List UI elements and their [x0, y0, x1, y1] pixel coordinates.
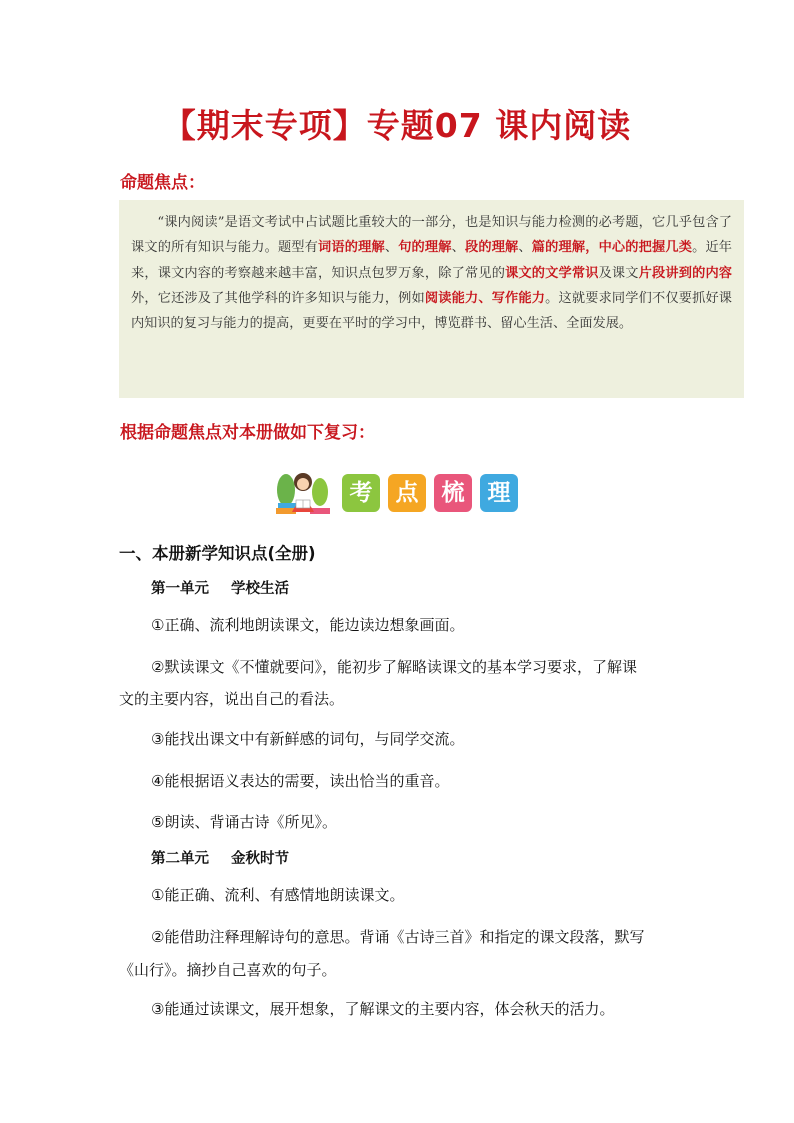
- focus-highlight-6: 片段讲到的内容: [638, 265, 732, 281]
- unit-1-item: ④能根据语义表达的需要，读出恰当的重音。: [151, 772, 450, 790]
- unit-heading-1: [151, 577, 289, 598]
- unit-2-item: ①能正确、流利、有感情地朗读课文。: [151, 886, 405, 904]
- focus-highlight-4: 篇的理解，中心的把握几类: [531, 240, 693, 256]
- focus-text-2: 。近年来，课文内容的考察越来越丰富，知识点包罗万象，除了常见的: [131, 240, 732, 281]
- reading-girl-icon: [270, 468, 336, 520]
- unit-1-item: ①正确、流利地朗读课文，能边读边想象画面。: [151, 616, 465, 634]
- banner-tile-3: 梳: [434, 474, 472, 512]
- focus-text-5: 。这就要求同学们不仅要抓好课内知识的复习与能力的提高，更要在平时的学习中，博览群书、留心生活、全面发展。: [131, 290, 732, 332]
- unit-1-item-continued: 文的主要内容，说出自己的看法。: [119, 690, 345, 708]
- unit-2-name: 第二单元: [151, 851, 209, 867]
- focus-highlight-7: 阅读能力、写作能力: [424, 290, 546, 306]
- unit-2-item: ③能通过读课文，展开想象，了解课文的主要内容，体会秋天的活力。: [151, 1000, 615, 1018]
- banner-tile-4: 理: [480, 474, 518, 512]
- review-label: 根据命题焦点对本册做如下复习：: [120, 423, 375, 443]
- unit-1-item: ③能找出课文中有新鲜感的词句，与同学交流。: [151, 730, 465, 748]
- focus-label: 命题焦点：: [120, 173, 205, 193]
- focus-sep-2: 、: [451, 240, 465, 256]
- unit-1-item: ②默读课文《不懂就要问》，能初步了解略读课文的基本学习要求，了解课: [151, 658, 637, 676]
- focus-box: [119, 200, 744, 398]
- section-heading: 一、本册新学知识点(全册): [119, 544, 316, 563]
- unit-1-name: 第一单元: [151, 581, 209, 597]
- banner-tile-2: 点: [388, 474, 426, 512]
- unit-2-item-continued: 《山行》。摘抄自己喜欢的句子。: [119, 961, 337, 979]
- focus-text-1: “课内阅读”是语文考试中占试题比重较大的一部分，也是知识与能力检测的必考题，它几乎包含了课文的所有知识与能力。题型有: [131, 215, 732, 256]
- unit-2-theme: 金秋时节: [231, 851, 289, 867]
- unit-heading-2: [151, 847, 289, 868]
- unit-2-item: ②能借助注释理解诗句的意思。背诵《古诗三首》和指定的课文段落，默写: [151, 928, 645, 946]
- focus-highlight-3: 段的理解: [464, 240, 519, 256]
- kaodian-shuli-banner: [270, 468, 530, 520]
- focus-highlight-1: 词语的理解: [318, 240, 385, 256]
- unit-1-item: ⑤朗读、背诵古诗《所见》。: [151, 813, 337, 831]
- focus-highlight-5: 课文的文学常识: [505, 265, 599, 281]
- page-title: 【期末专项】专题07 课内阅读: [162, 106, 632, 145]
- focus-text-3: 及课文: [598, 265, 639, 281]
- focus-text-4: 外，它还涉及了其他学科的许多知识与能力，例如: [131, 290, 425, 306]
- focus-sep-3: 、: [518, 240, 532, 256]
- focus-sep-1: 、: [384, 240, 399, 256]
- focus-paragraph: [131, 210, 732, 336]
- unit-1-theme: 学校生活: [231, 581, 289, 597]
- banner-tile-1: 考: [342, 474, 380, 512]
- focus-highlight-2: 句的理解: [398, 240, 452, 256]
